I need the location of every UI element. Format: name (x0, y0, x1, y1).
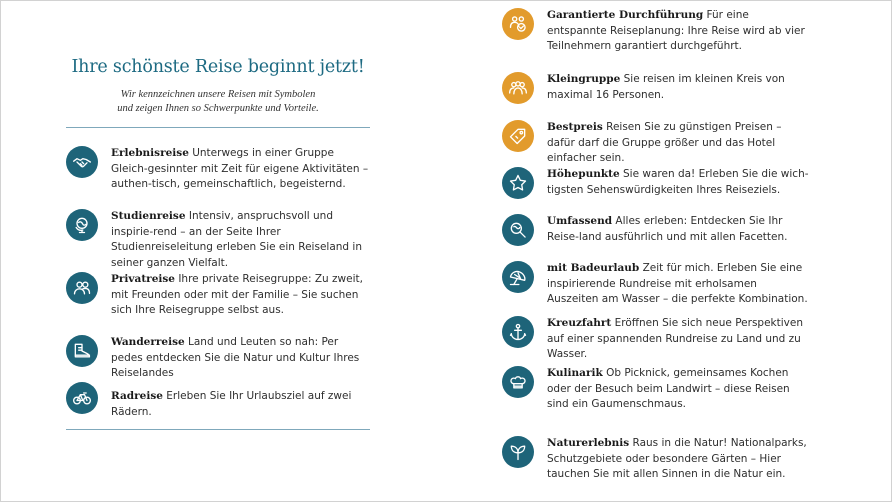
legend-item-kulinarik (502, 366, 809, 413)
legend-description: Raus in die Natur! Nationalparks, Schutzgebiete oder besondere Gärten – Hier tauchen Sie mit allen Sinnen in die Natur ein. (547, 437, 807, 481)
legend-title: Naturerlebnis (547, 437, 630, 449)
legend-title: Wanderreise (111, 336, 185, 348)
legend-text (547, 316, 809, 363)
legend-title: Kleingruppe (547, 73, 621, 85)
legend-text (547, 214, 809, 245)
legend-item-umfassend (502, 214, 809, 246)
legend-text (547, 72, 809, 103)
umbrella-icon (502, 261, 534, 293)
legend-title: Garantierte Durchführung (547, 9, 704, 21)
legend-item-bestpreis (502, 120, 809, 167)
subtitle-line-1: Wir kennzeichnen unsere Reisen mit Symbolen (120, 89, 316, 100)
legend-text (547, 261, 809, 308)
legend-description: Zeit für mich. Erleben Sie eine inspirierende Rundreise mit erholsamen Auszeiten am Wasser – die perfekte Kombination. (547, 262, 808, 306)
small-group-icon (502, 72, 534, 104)
guaranteed-icon (502, 8, 534, 40)
legend-title: Radreise (111, 390, 163, 402)
legend-title: Höhepunkte (547, 168, 620, 180)
anchor-icon (502, 316, 534, 348)
legend-title: Umfassend (547, 215, 613, 227)
legend-item-mit-badeurlaub (502, 261, 809, 308)
legend-text (547, 120, 809, 167)
legend-description: Alles erleben: Entdecken Sie Ihr Reise-land ausführlich und mit allen Facetten. (547, 215, 788, 243)
legend-item-naturerlebnis (502, 436, 809, 483)
legend-title: Studienreise (111, 210, 186, 222)
leaves-icon (502, 436, 534, 468)
legend-item-radreise (66, 382, 369, 420)
price-tag-icon (502, 120, 534, 152)
legend-title: Kreuzfahrt (547, 317, 612, 329)
legend-item-studienreise (66, 209, 369, 271)
legend-text (111, 146, 369, 193)
legend-description: Land und Leuten so nah: Per pedes entdecken Sie die Natur und Kultur Ihres Reiselandes (111, 336, 360, 380)
legend-description: Ob Picknick, gemeinsames Kochen oder der Besuch beim Landwirt – diese Reisen sind ein Gaumenschmaus. (547, 367, 790, 411)
legend-text (111, 389, 369, 420)
legend-item-kreuzfahrt (502, 316, 809, 363)
legend-text (111, 272, 369, 319)
legend-description: Eröffnen Sie sich neue Perspektiven auf einer spannenden Rundreise zu Land und zu Wasser. (547, 317, 803, 361)
boot-icon (66, 335, 98, 367)
legend-description: Erleben Sie Ihr Urlaubsziel auf zwei Rädern. (111, 390, 352, 418)
legend-title: mit Badeurlaub (547, 262, 640, 274)
legend-description: Ihre private Reisegruppe: Zu zweit, mit Freunden oder mit der Familie – Sie suchen sich Ihre Reisegruppe selbst aus. (111, 273, 363, 317)
legend-text (547, 366, 809, 413)
legend-item-privatreise (66, 272, 369, 319)
legend-description: Sie reisen im kleinen Kreis von maximal 16 Personen. (547, 73, 785, 101)
legend-description: Für eine entspannte Reiseplanung: Ihre Reise wird ab vier Teilnehmern garantiert durchgeführt. (547, 9, 805, 53)
legend-text (547, 8, 809, 55)
legend-title: Bestpreis (547, 121, 603, 133)
legend-text (547, 167, 809, 198)
top-divider (66, 127, 370, 128)
chef-hat-icon (502, 366, 534, 398)
legend-text (547, 436, 809, 483)
star-icon (502, 167, 534, 199)
legend-title: Erlebnisreise (111, 147, 189, 159)
page-title: Ihre schönste Reise beginnt jetzt! (71, 57, 365, 77)
legend-description: Reisen Sie zu günstigen Preisen – dafür darf die Gruppe größer und das Hotel einfacher sein. (547, 121, 782, 165)
legend-description: Unterwegs in einer Gruppe Gleich-gesinnter mit Zeit für eigene Aktivitäten – authen-tisch, gemeinschaftlich, begeisternd. (111, 147, 369, 191)
legend-item-wanderreise (66, 335, 369, 382)
subtitle-line-2: und zeigen Ihnen so Schwerpunkte und Vorteile. (117, 103, 319, 114)
magnifier-globe-icon (502, 214, 534, 246)
legend-item-hoehepunkte (502, 167, 809, 199)
legend-description: Sie waren da! Erleben Sie die wich-tigsten Sehenswürdigkeiten Ihres Reiseziels. (547, 168, 809, 196)
legend-title: Kulinarik (547, 367, 603, 379)
legend-text (111, 209, 369, 271)
people-icon (66, 272, 98, 304)
legend-item-erlebnisreise (66, 146, 369, 193)
legend-item-kleingruppe (502, 72, 809, 104)
legend-title: Privatreise (111, 273, 175, 285)
handshake-icon (66, 146, 98, 178)
page-subtitle (66, 88, 370, 116)
globe-icon (66, 209, 98, 241)
bicycle-icon (66, 382, 98, 414)
legend-description: Intensiv, anspruchsvoll und inspirie-rend – an der Seite Ihrer Studienreiseleitung erleben Sie ein Reiseland in seiner ganzen Vielfalt. (111, 210, 362, 269)
legend-text (111, 335, 369, 382)
bottom-divider (66, 429, 370, 430)
legend-item-garantierte-durchfuehrung (502, 8, 809, 55)
